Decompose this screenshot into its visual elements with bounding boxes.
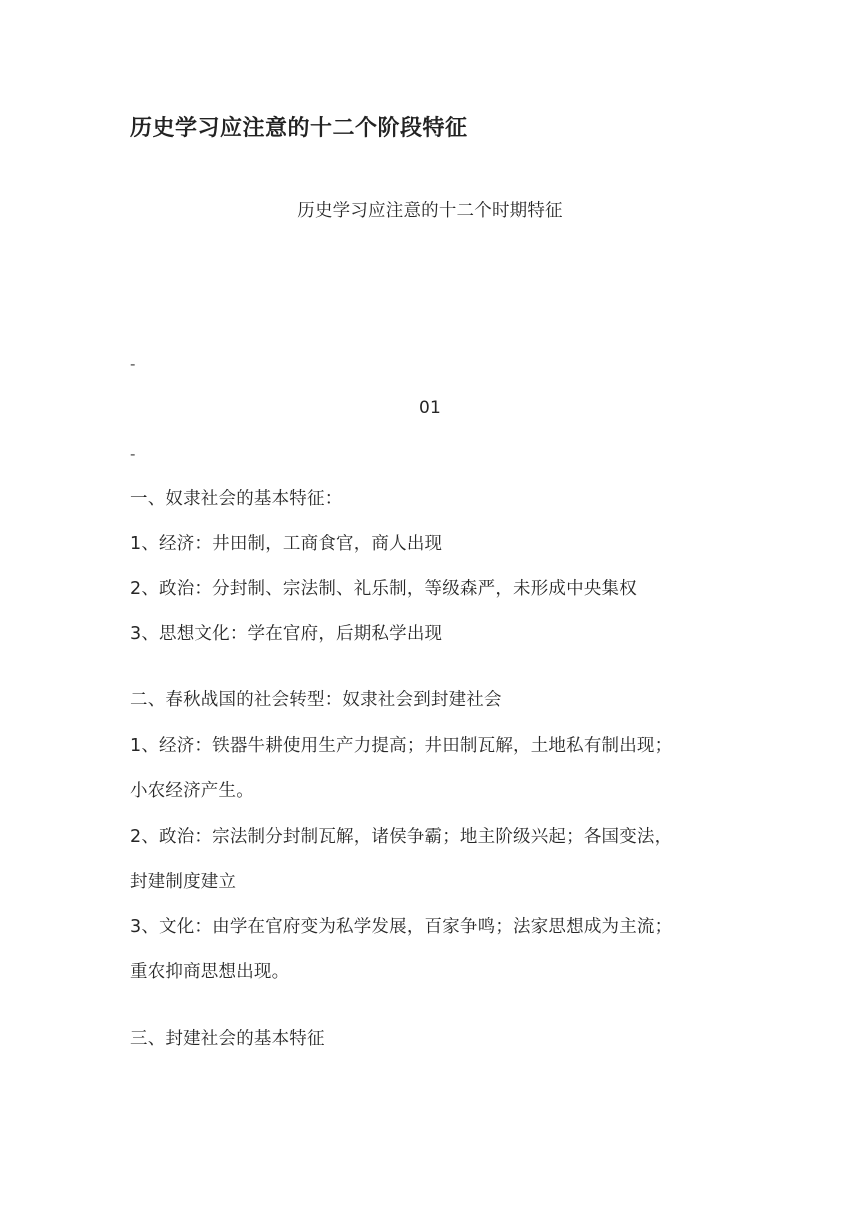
list-item: 1、经济：铁器牛耕使用生产力提高；井田制瓦解，土地私有制出现； [130,736,673,756]
list-item: 3、文化：由学在官府变为私学发展，百家争鸣；法家思想成为主流； [130,917,673,937]
list-item: 3、思想文化：学在官府，后期私学出现 [130,624,443,644]
list-item: 1、经济：井田制，工商食官，商人出现 [130,534,443,554]
list-item-continuation: 小农经济产生。 [130,781,254,801]
section-heading: 一、奴隶社会的基本特征： [130,489,343,509]
section-number: 01 [418,398,442,418]
document-title: 历史学习应注意的十二个阶段特征 [130,116,468,141]
section-heading: 二、春秋战国的社会转型：奴隶社会到封建社会 [130,690,502,710]
divider-top: - [130,355,136,373]
list-item: 2、政治：分封制、宗法制、礼乐制，等级森严，未形成中央集权 [130,579,637,599]
list-item-continuation: 重农抑商思想出现。 [130,962,290,982]
document-page [130,0,730,1216]
document-subtitle: 历史学习应注意的十二个时期特征 [297,201,563,221]
divider-bottom: - [130,445,136,463]
section-heading: 三、封建社会的基本特征 [130,1029,325,1049]
list-item-continuation: 封建制度建立 [130,872,237,892]
list-item: 2、政治：宗法制分封制瓦解，诸侯争霸；地主阶级兴起；各国变法， [130,827,673,847]
